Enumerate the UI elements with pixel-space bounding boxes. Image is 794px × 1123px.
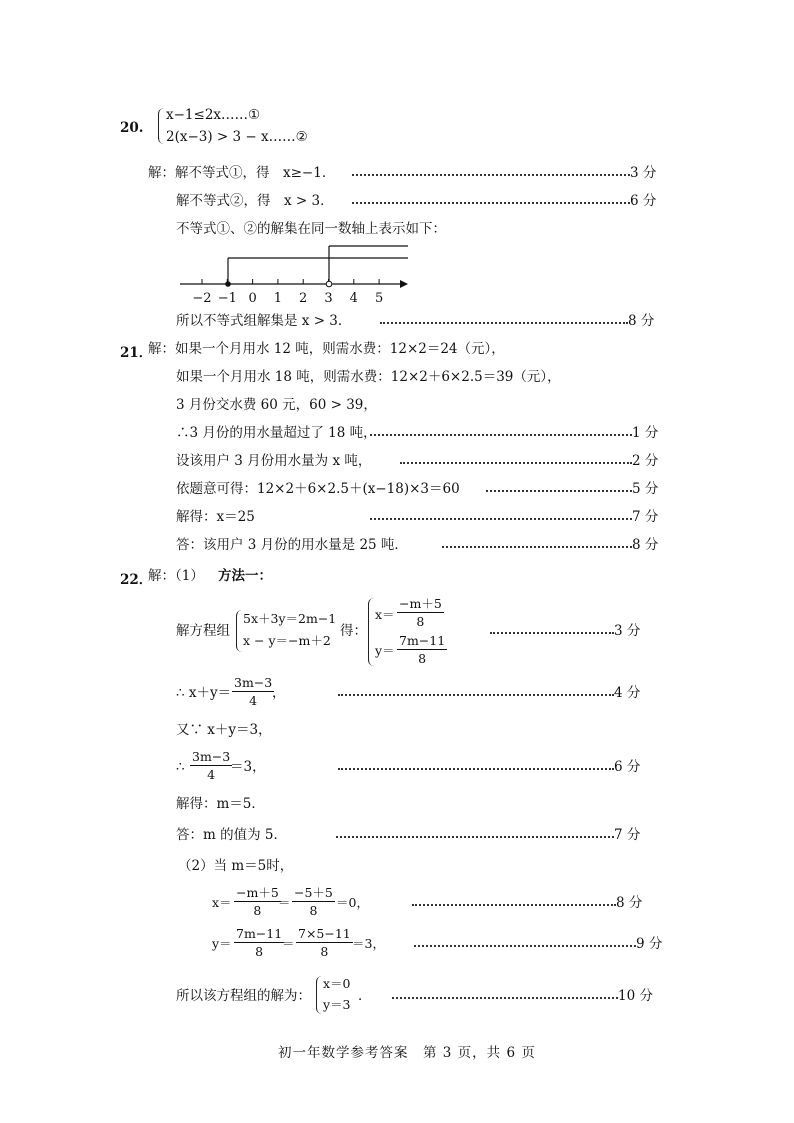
p22-x-calc-eq: ＝ (278, 895, 291, 910)
number-line (0, 0, 794, 330)
inequality-2: 2(x−3) > 3 − x……② (166, 129, 308, 145)
p22-x-fraction (397, 596, 444, 629)
p20-step1-points: 3 分 (630, 165, 657, 181)
axis-tick-label: −1 (217, 291, 237, 306)
fraction-bar (397, 649, 447, 650)
denominator: 8 (255, 944, 264, 959)
p21-line7: 解得：x＝25 (176, 509, 255, 525)
p22-method-label: 方法一： (218, 568, 272, 584)
equation-system-brace (236, 610, 243, 652)
p22-eq-points: 6 分 (614, 759, 641, 775)
p22-eq2: x − y＝−m＋2 (243, 633, 331, 648)
p22-x-calc-points: 8 分 (616, 895, 643, 911)
fraction-bar (292, 901, 335, 902)
numerator: 7×5−11 (298, 926, 351, 941)
fraction-bar (234, 942, 284, 943)
dot-leader (414, 945, 636, 947)
p21-line4-points: 1 分 (632, 425, 659, 441)
p22-final-y: y＝3 (323, 997, 351, 1012)
p21-line6-points: 5 分 (632, 481, 659, 497)
p22-x-calc-lhs: x＝ (212, 895, 232, 910)
dot-leader (442, 546, 632, 548)
p22-also: 又∵ x＋y＝3， (176, 722, 272, 738)
axis-arrow (400, 280, 408, 288)
denominator: 8 (309, 903, 318, 918)
p20-step2-points: 6 分 (630, 193, 657, 209)
page-footer: 初一年数学参考答案 第 3 页，共 6 页 (278, 1045, 536, 1061)
p22-eq-fraction (190, 749, 232, 782)
p22-x-calc-fraction-1 (234, 885, 281, 918)
p22-y-calc-fraction-2 (296, 926, 353, 959)
fraction-bar (190, 765, 232, 766)
denominator: 8 (418, 651, 427, 666)
inequality-1: x−1≤2x……① (166, 107, 261, 123)
fraction-bar (296, 942, 353, 943)
p22-x-calc-tail: ＝0， (336, 895, 369, 910)
p22-get-label: 得： (340, 623, 367, 639)
p21-line7-points: 7 分 (632, 509, 659, 525)
p22-final-tail: ． (358, 988, 372, 1004)
p21-line5-points: 2 分 (632, 453, 659, 469)
dot-leader (338, 768, 614, 770)
p22-y-lhs: y＝ (375, 643, 395, 658)
fraction-bar (397, 612, 444, 613)
axis-tick-label: 2 (299, 291, 308, 306)
problem-21-number: 21． (120, 345, 153, 361)
numerator: 7m−11 (236, 926, 283, 941)
numerator: 3m−3 (192, 749, 231, 764)
numerator: 3m−3 (234, 675, 273, 690)
denominator: 4 (249, 693, 258, 708)
p22-x-calc-fraction-2 (292, 885, 335, 918)
p22-y-calc-tail: ＝3， (352, 936, 385, 951)
denominator: 8 (416, 614, 425, 629)
p22-final-x: x＝0 (323, 976, 351, 991)
p22-answer-m: 答：m 的值为 5． (176, 827, 287, 843)
p22-final-points: 10 分 (618, 988, 653, 1004)
final-solution-brace (316, 976, 323, 1014)
dot-leader (338, 694, 614, 696)
denominator: 8 (320, 944, 329, 959)
p22-y-calc-lhs: y＝ (212, 936, 232, 951)
axis-tick-label: 5 (374, 291, 384, 306)
dot-leader (486, 490, 632, 492)
numerator: −m＋5 (236, 885, 279, 900)
p22-eq-tail: ＝3， (230, 759, 266, 775)
p22-eq1: 5x＋3y＝2m−1 (243, 611, 337, 626)
p22-y-calc-eq: ＝ (282, 936, 295, 951)
p22-sum-points: 4 分 (614, 685, 641, 701)
p22-sum-tail: ， (272, 685, 286, 701)
numerator: −5＋5 (294, 885, 333, 900)
p22-therefore: ∴ (176, 759, 185, 775)
p22-x-lhs: x＝ (375, 607, 395, 622)
p22-solve-m: 解得：m＝5． (176, 796, 265, 812)
p22-y-fraction (397, 633, 447, 666)
dot-leader (400, 462, 632, 464)
closed-point-marker (225, 281, 231, 287)
p21-line8: 答：该用户 3 月份的用水量是 25 吨． (176, 537, 408, 553)
numerator: 7m−11 (399, 633, 446, 648)
p22-y-calc-fraction-1 (234, 926, 284, 959)
axis-tick-label: −2 (192, 291, 212, 306)
problem-20-number: 20. (120, 120, 144, 136)
open-point-marker (326, 281, 332, 287)
p21-line1: 解：如果一个月用水 12 吨，则需水费：12×2＝24（元）， (148, 341, 505, 357)
denominator: 4 (207, 767, 216, 782)
axis-tick-label: 0 (248, 291, 257, 306)
dot-leader (380, 322, 628, 324)
p21-line3: 3 月份交水费 60 元，60 > 39， (176, 397, 377, 413)
p21-line2: 如果一个月用水 18 吨，则需水费：12×2＋6×2.5＝39（元）， (176, 369, 561, 385)
axis-tick-label: 3 (324, 291, 333, 306)
p22-sol-points: 3 分 (614, 623, 641, 639)
p22-sum-fraction (232, 675, 274, 708)
p20-conclusion-points: 8 分 (628, 313, 655, 329)
fraction-bar (232, 691, 274, 692)
dot-leader (336, 836, 614, 838)
dot-leader (370, 434, 632, 436)
numerator: −m＋5 (399, 596, 442, 611)
denominator: 8 (253, 903, 262, 918)
dot-leader (412, 904, 616, 906)
dot-leader (490, 632, 614, 634)
p20-conclusion: 所以不等式组解集是 x > 3． (176, 313, 352, 329)
p22-y-calc-points: 9 分 (636, 936, 663, 952)
axis-tick-label: 1 (273, 291, 283, 306)
p21-line4: ∴3 月份的用水量超过了 18 吨， (176, 425, 377, 441)
problem-22-number: 22． (120, 572, 153, 588)
axis-tick-label: 4 (349, 291, 358, 306)
p22-solve-label: 解方程组 (176, 623, 230, 639)
p22-answer-m-points: 7 分 (614, 827, 641, 843)
dot-leader (392, 997, 618, 999)
p20-step3: 不等式①、②的解集在同一数轴上表示如下： (176, 221, 446, 237)
p20-step1: 解：解不等式①，得 x≥−1． (148, 165, 336, 181)
solution-brace (368, 598, 375, 666)
p21-line5: 设该用户 3 月份用水量为 x 吨， (176, 453, 372, 469)
p22-part1-intro: 解：（1） (148, 568, 204, 584)
dot-leader (370, 518, 632, 520)
p21-line6: 依题意可得：12×2＋6×2.5＋(x−18)×3＝60 (176, 481, 460, 497)
p22-sum-lhs: ∴ x＋y＝ (176, 685, 232, 701)
p20-step2: 解不等式②，得 x > 3． (176, 193, 334, 209)
p21-line8-points: 8 分 (632, 537, 659, 553)
fraction-bar (234, 901, 281, 902)
p22-part2: （2）当 m＝5时， (178, 858, 294, 874)
p22-final-label: 所以该方程组的解为： (176, 988, 311, 1004)
